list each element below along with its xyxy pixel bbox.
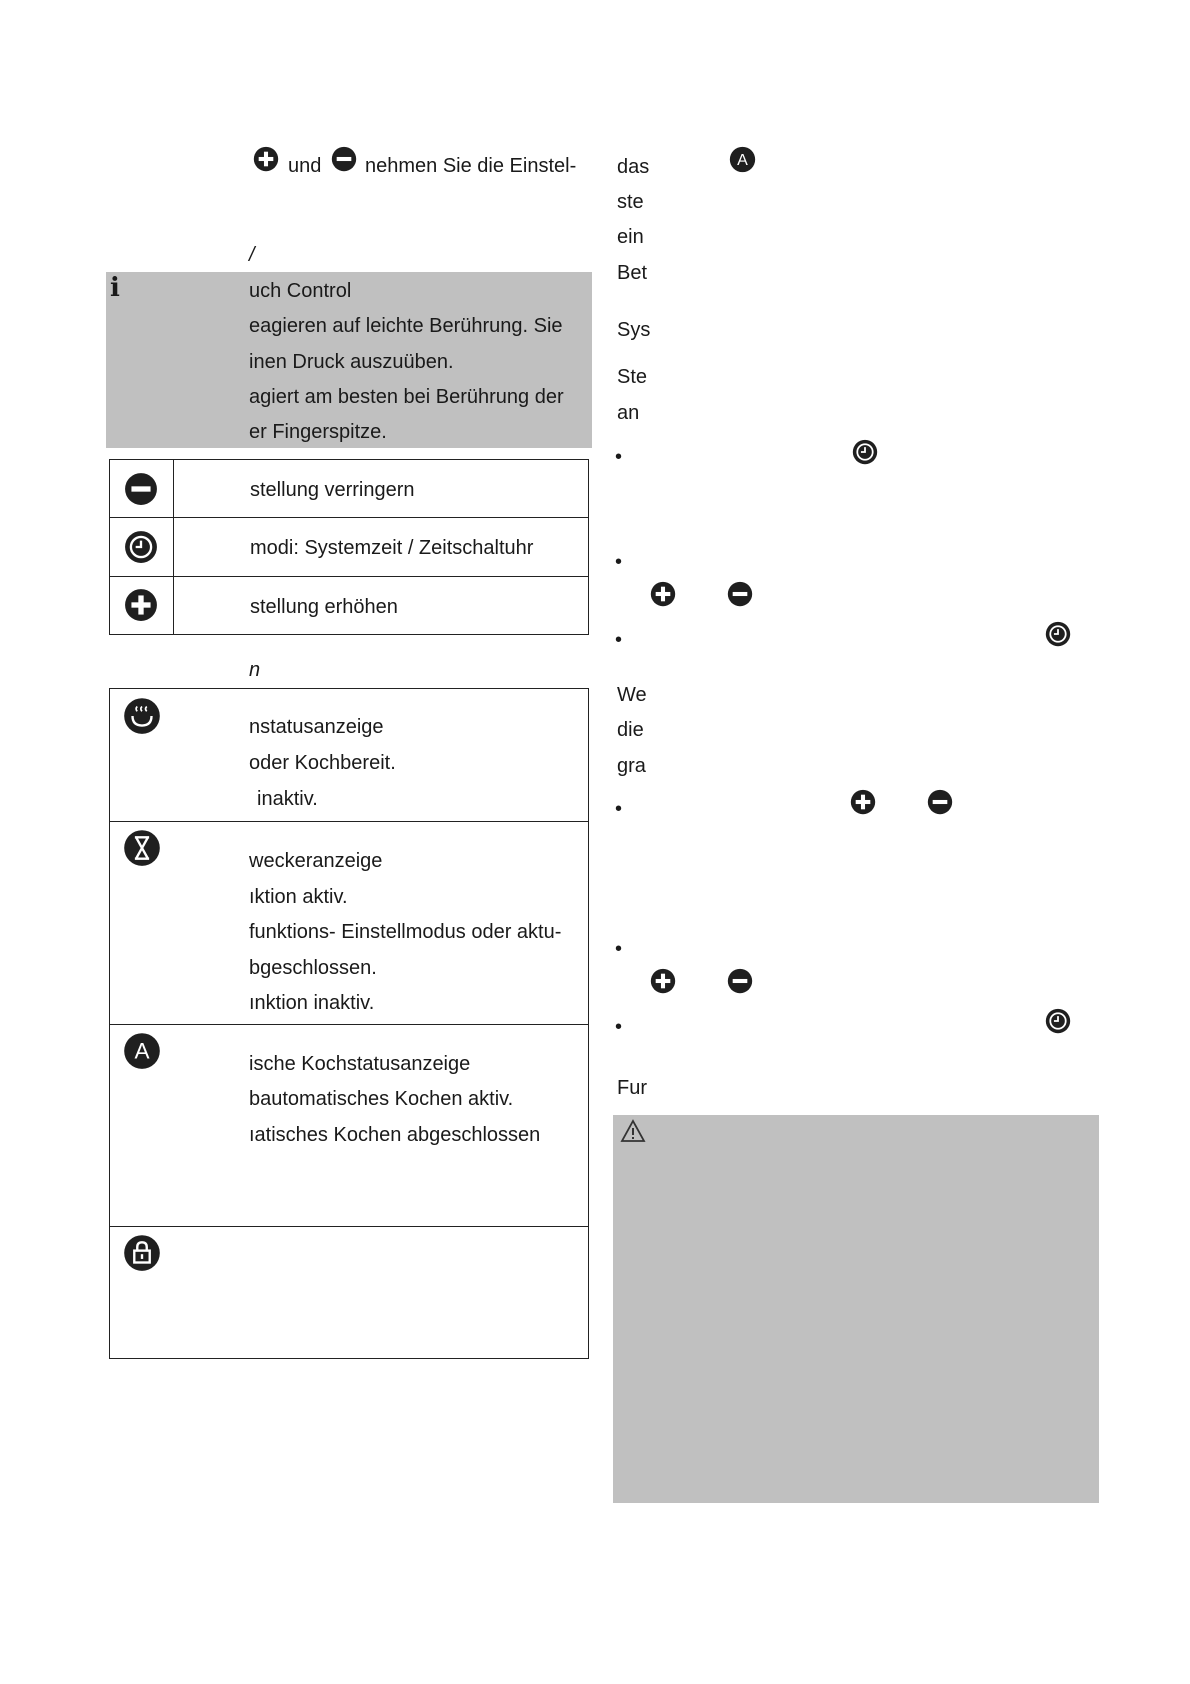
minus-icon xyxy=(331,146,357,172)
para-fragment: ein xyxy=(617,226,644,248)
indicator-title: weckeranzeige xyxy=(249,850,383,872)
clock-icon xyxy=(852,439,878,465)
clock-icon xyxy=(1045,621,1071,647)
indicator-line: ınktion inaktiv. xyxy=(249,992,375,1014)
clock-icon xyxy=(124,530,158,564)
bullet: • xyxy=(615,798,623,820)
intro-and: und xyxy=(288,155,322,177)
para-fragment: We xyxy=(617,684,647,706)
section-heading: Fur xyxy=(617,1077,647,1099)
clock-icon xyxy=(1045,1008,1071,1034)
hourglass-icon xyxy=(123,829,161,867)
warning-icon xyxy=(620,1119,646,1143)
minus-icon xyxy=(727,968,753,994)
bullet: • xyxy=(615,551,623,573)
steam-pot-icon xyxy=(123,697,161,735)
table-cell: stellung verringern xyxy=(250,479,415,501)
plus-icon xyxy=(650,968,676,994)
indicator-line: ıatisches Kochen abgeschlossen xyxy=(249,1124,541,1146)
para-fragment: gra xyxy=(617,755,646,777)
info-line: er Fingerspitze. xyxy=(249,421,387,443)
lock-icon xyxy=(123,1234,161,1272)
indicator-title: nstatusanzeige xyxy=(249,716,384,738)
minus-icon xyxy=(124,472,158,506)
auto-a-icon xyxy=(729,146,756,173)
para-fragment: Ste xyxy=(617,366,648,388)
auto-a-icon xyxy=(123,1032,161,1070)
indicator-line: inaktiv. xyxy=(257,788,318,810)
indicator-line: funktions- Einstellmodus oder aktu- xyxy=(249,921,562,943)
table-divider xyxy=(109,1024,589,1025)
warning-box xyxy=(613,1115,1099,1503)
indicator-title: ische Kochstatusanzeige xyxy=(249,1053,471,1075)
indicator-line: oder Kochbereit. xyxy=(249,752,396,774)
plus-icon xyxy=(650,581,676,607)
indicator-line: bautomatisches Kochen aktiv. xyxy=(249,1088,514,1110)
table-divider xyxy=(173,459,174,635)
info-icon: i xyxy=(110,273,120,303)
info-line: inen Druck auszuüben. xyxy=(249,351,454,373)
intro-text: nehmen Sie die Einstel- xyxy=(365,155,577,177)
minus-icon xyxy=(927,789,953,815)
minus-icon xyxy=(727,581,753,607)
info-box-title: uch Control xyxy=(249,280,352,302)
bullet: • xyxy=(615,938,623,960)
info-line: eagieren auf leichte Berührung. Sie xyxy=(249,315,563,337)
info-line: agiert am besten bei Berührung der xyxy=(249,386,564,408)
table-cell: stellung erhöhen xyxy=(250,596,398,618)
para-fragment: Bet xyxy=(617,262,648,284)
heading-fragment: n xyxy=(249,659,261,681)
bullet: • xyxy=(615,446,623,468)
bullet: • xyxy=(615,629,623,651)
table-divider xyxy=(109,821,589,822)
table-divider xyxy=(109,576,589,577)
heading-fragment: / xyxy=(249,244,255,266)
indicator-line: ıktion aktiv. xyxy=(249,886,348,908)
indicator-line: bgeschlossen. xyxy=(249,957,377,979)
section-heading: Sys xyxy=(617,319,651,341)
plus-icon xyxy=(850,789,876,815)
para-fragment: ste xyxy=(617,191,644,213)
table-divider xyxy=(109,1226,589,1227)
bullet: • xyxy=(615,1016,623,1038)
para-fragment: an xyxy=(617,402,640,424)
para-fragment: das xyxy=(617,156,650,178)
table-divider xyxy=(109,517,589,518)
plus-icon xyxy=(253,146,279,172)
plus-icon xyxy=(124,588,158,622)
para-fragment: die xyxy=(617,719,644,741)
table-cell: modi: Systemzeit / Zeitschaltuhr xyxy=(250,537,534,559)
